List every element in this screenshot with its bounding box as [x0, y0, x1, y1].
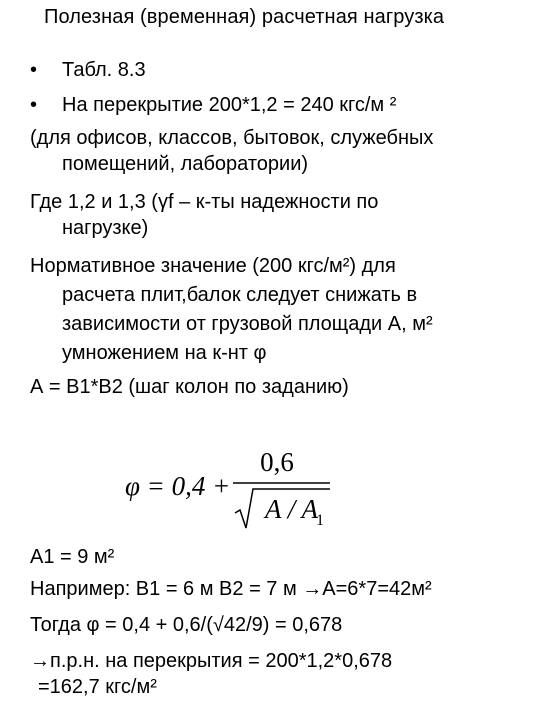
formula-radicand: A / A [265, 494, 319, 524]
bullet-icon: • [30, 59, 38, 81]
text-line: помещений, лаборатории) [62, 153, 309, 175]
text-line: =162,7 кгс/м² [38, 676, 157, 698]
bullet-item-floor-load: На перекрытие 200*1,2 = 240 кгс/м ² [62, 94, 397, 116]
text-line: нагрузке) [62, 217, 149, 239]
formula-radicand-sub: 1 [316, 512, 324, 529]
phi-formula [125, 443, 365, 533]
bullet-icon: • [30, 94, 38, 116]
text-line: (для офисов, классов, бытовок, служебных [30, 127, 434, 149]
text-line: Например: В1 = 6 м В2 = 7 м →А=6*7=42м² [30, 578, 432, 600]
formula-lhs: φ = 0,4 + [125, 471, 231, 501]
text-line: Где 1,2 и 1,3 (γf – к-ты надежности по [30, 191, 379, 213]
text-line: Нормативное значение (200 кгс/м²) для [30, 255, 396, 277]
bullet-item-table: Табл. 8.3 [62, 59, 146, 81]
text-line: расчета плит,балок следует снижать в [62, 284, 418, 306]
text-line: умножением на к-нт φ [62, 342, 267, 364]
text-line: зависимости от грузовой площади А, м² [62, 313, 433, 335]
text-line: А = В1*В2 (шаг колон по заданию) [30, 376, 349, 398]
text-line: Тогда φ = 0,4 + 0,6/(√42/9) = 0,678 [30, 614, 343, 636]
slide-title: Полезная (временная) расчетная нагрузка [44, 6, 445, 28]
text-line: →п.р.н. на перекрытия = 200*1,2*0,678 [30, 650, 393, 672]
formula-numerator: 0,6 [260, 447, 294, 477]
text-line: А1 = 9 м² [30, 546, 115, 568]
